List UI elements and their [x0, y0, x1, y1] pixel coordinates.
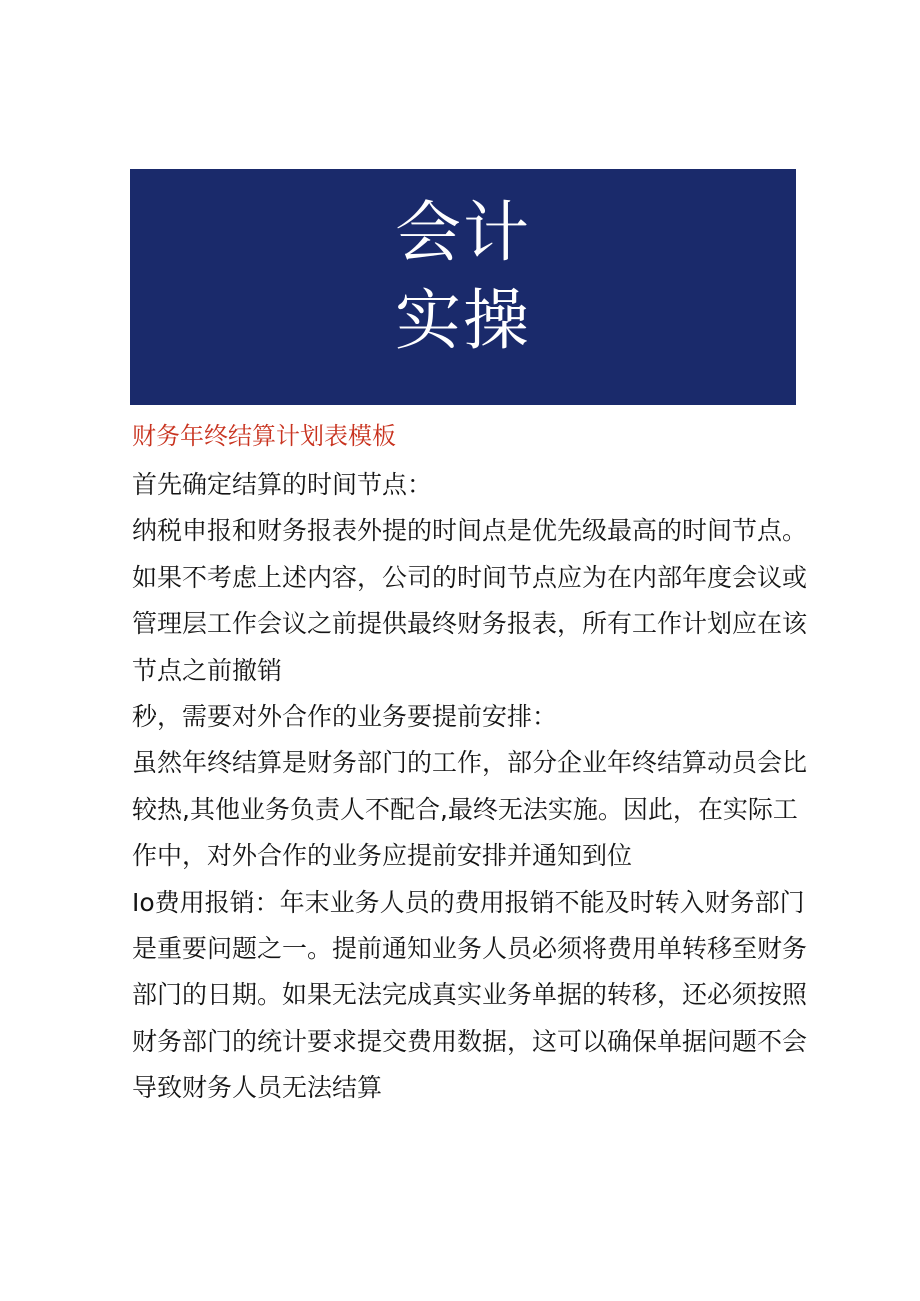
body-line: 秒，需要对外合作的业务要提前安排：: [132, 702, 558, 732]
body-line: 虽然年终结算是财务部门的工作，部分企业年终结算动员会比: [132, 748, 808, 778]
body-line: 管理层工作会议之前提供最终财务报表，所有工作计划应在该: [132, 609, 808, 639]
body-line: 部门的日期。如果无法完成真实业务单据的转移，还必须按照: [132, 980, 808, 1010]
body-line: 如果不考虑上述内容，公司的时间节点应为在内部年度会议或: [132, 562, 808, 592]
body-line: 首先确定结算的时间节点：: [132, 470, 433, 499]
body-line: 较热,其他业务负责人不配合,最终无法实施。因此，在实际工: [132, 794, 798, 824]
banner-title-line-2: 实操: [395, 282, 531, 359]
body-line: 是重要问题之一。提前通知业务人员必须将费用单转移至财务: [132, 934, 808, 964]
document-subtitle: 财务年终结算计划表模板: [132, 422, 396, 450]
banner-title-line-1: 会计: [395, 194, 531, 271]
body-line: Io费用报销：年末业务人员的费用报销不能及时转入财务部门: [132, 887, 805, 917]
body-line: 纳税申报和财务报表外提的时间点是优先级最高的时间节点。: [132, 516, 808, 546]
body-line: 节点之前撤销: [132, 655, 283, 685]
title-banner: [130, 169, 796, 405]
body-line: 作中，对外合作的业务应提前安排并通知到位: [132, 841, 633, 871]
body-line: 导致财务人员无法结算: [132, 1073, 383, 1103]
document-body: [132, 462, 812, 1112]
body-line: 财务部门的统计要求提交费用数据，这可以确保单据问题不会: [132, 1026, 808, 1056]
